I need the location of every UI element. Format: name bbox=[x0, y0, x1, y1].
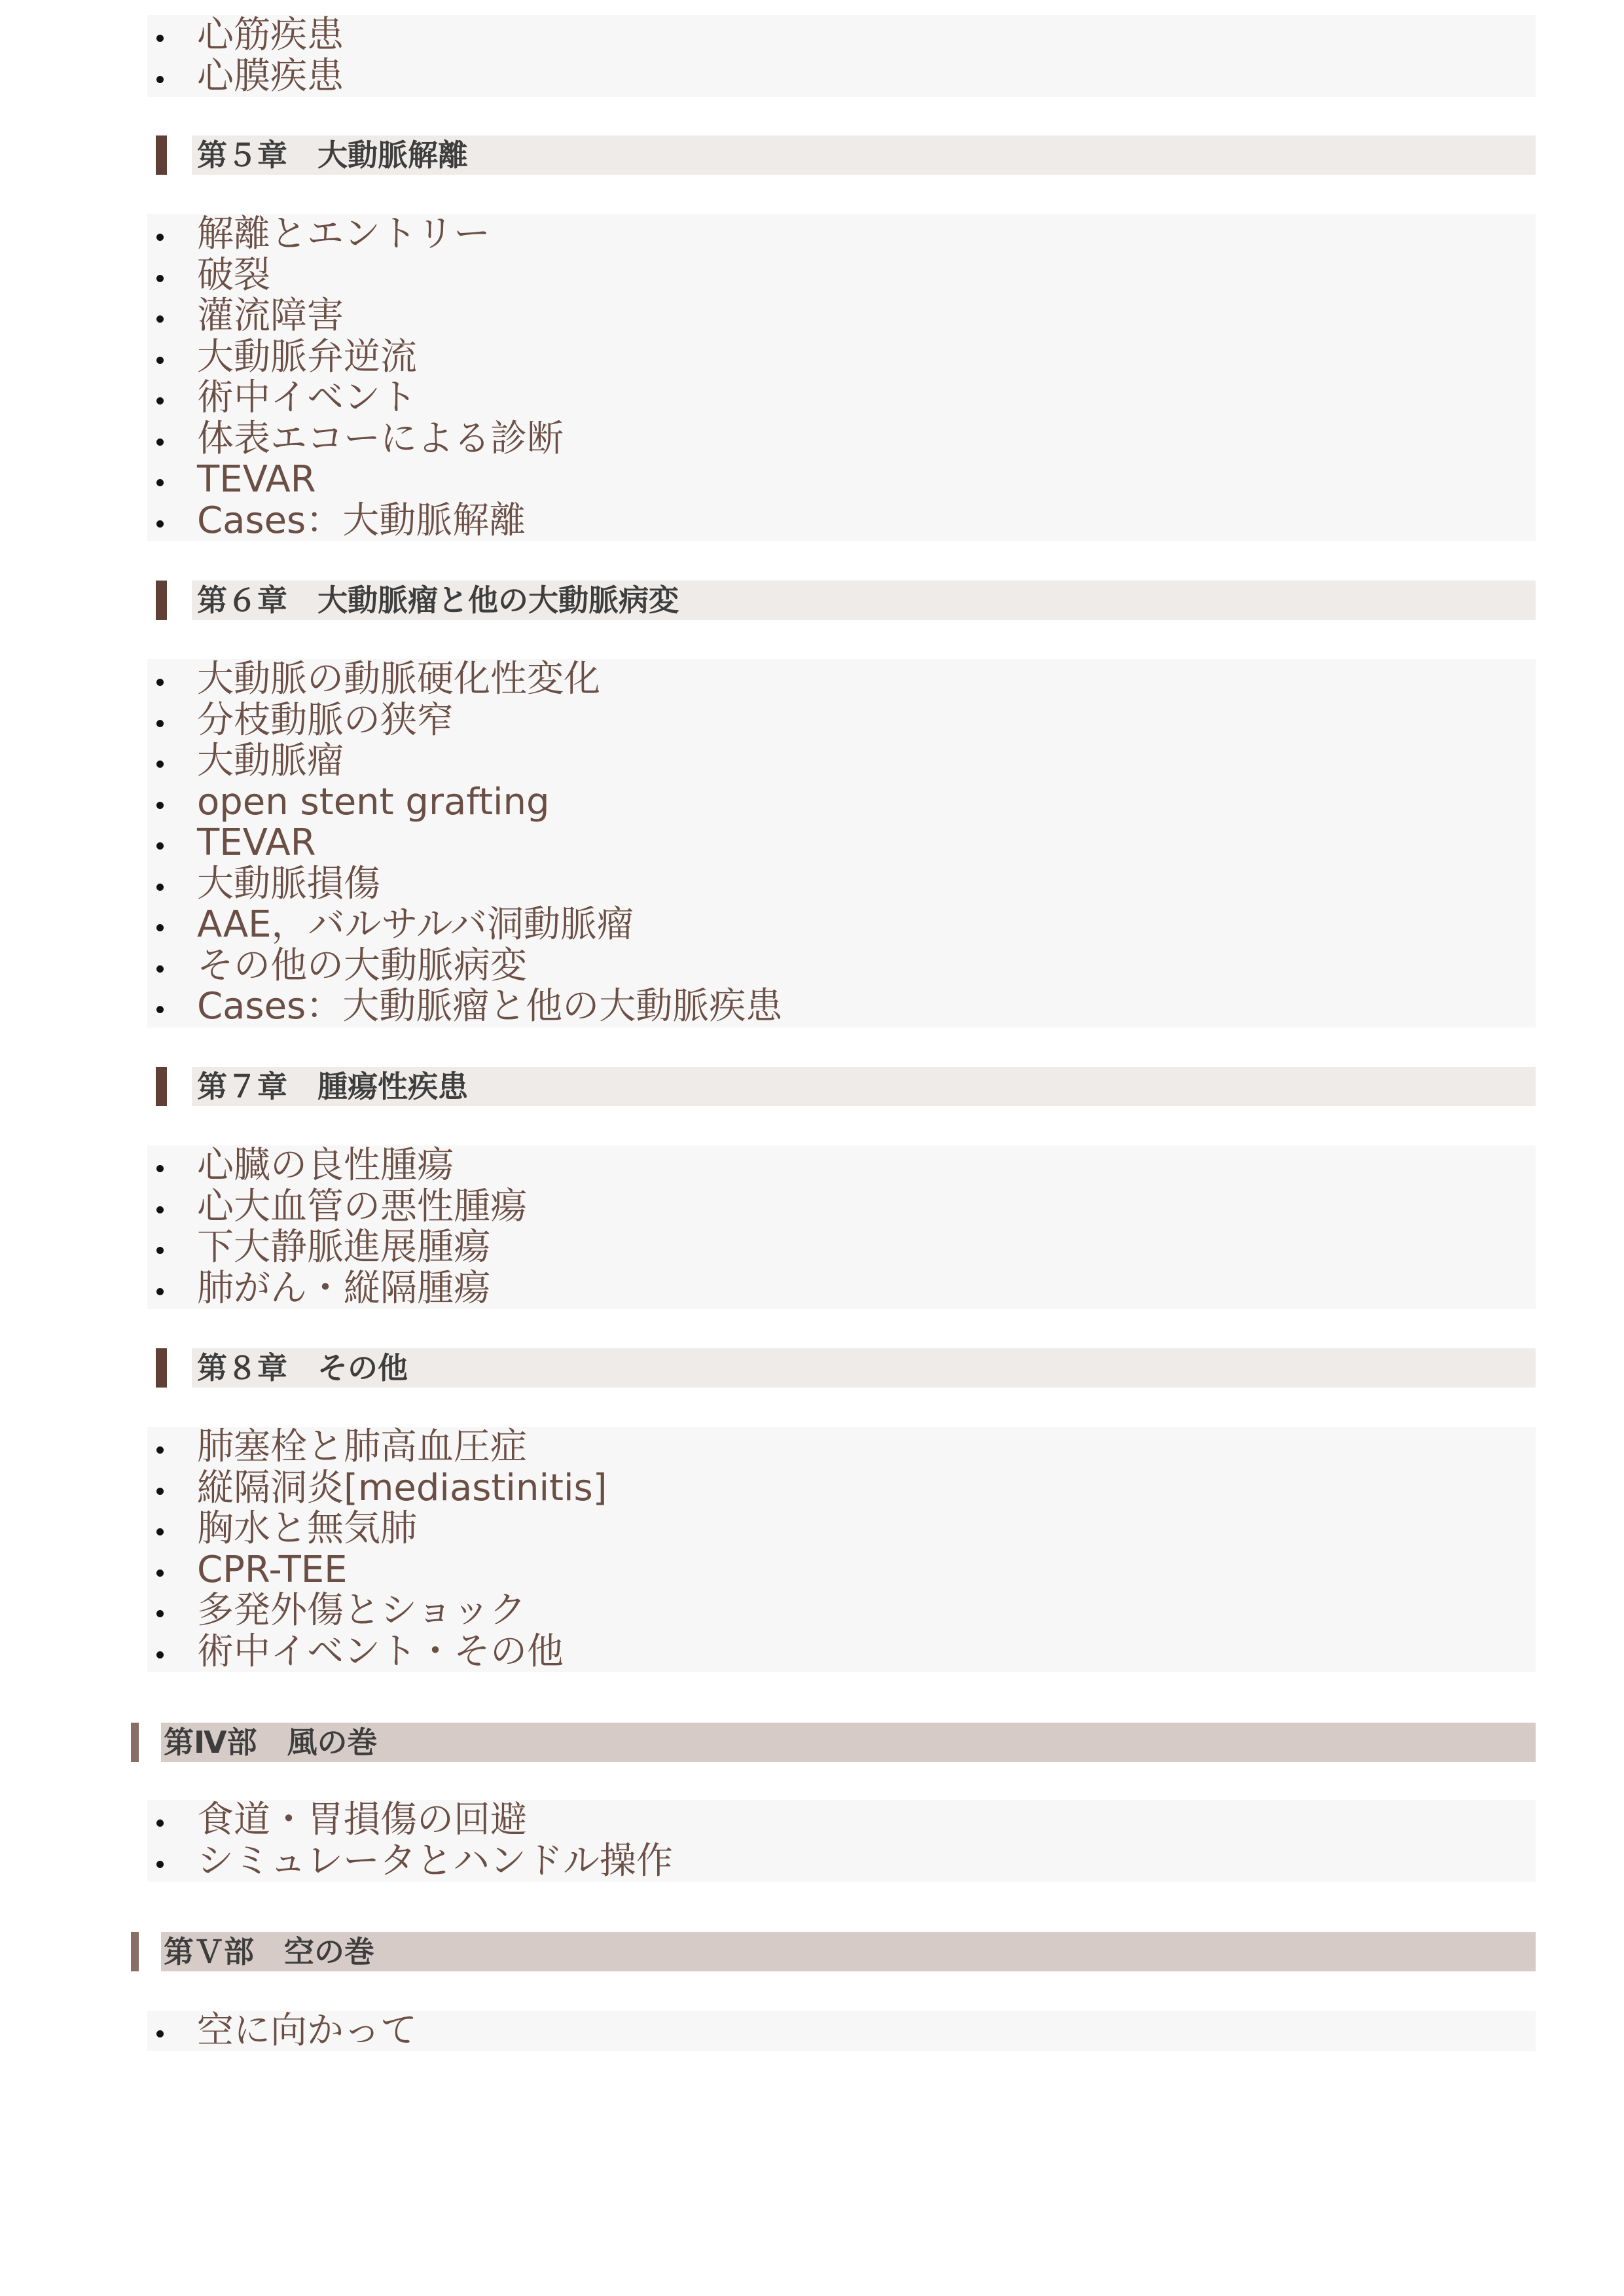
list-item: 肺がん・縦隔腫瘍 bbox=[147, 1268, 1536, 1310]
list-item: 体表エコーによる診断 bbox=[147, 419, 1536, 460]
heading-box bbox=[161, 1932, 1536, 1971]
list-item: 分枝動脈の狭窄 bbox=[147, 700, 1536, 742]
list-item: 術中イベント bbox=[147, 378, 1536, 419]
list-item: TEVAR bbox=[147, 459, 1536, 501]
chapter-5-list bbox=[147, 214, 1536, 541]
bullet-list bbox=[147, 659, 1536, 1028]
bullet-list bbox=[147, 2011, 1536, 2052]
chapter-7-list bbox=[147, 1145, 1536, 1309]
chapter-6-list bbox=[147, 659, 1536, 1028]
heading-box bbox=[192, 1348, 1536, 1388]
list-item: AAE，バルサルバ洞動脈瘤 bbox=[147, 905, 1536, 946]
list-item: 灌流障害 bbox=[147, 296, 1536, 337]
bullet-list bbox=[147, 15, 1536, 97]
part-5-list bbox=[147, 2011, 1536, 2051]
list-item: その他の大動脈病変 bbox=[147, 946, 1536, 987]
heading-box bbox=[192, 581, 1536, 620]
list-item: 多発外傷とショック bbox=[147, 1590, 1536, 1632]
heading-box bbox=[192, 1067, 1536, 1106]
list-item: CPR-TEE bbox=[147, 1550, 1536, 1591]
list-item: 下大静脈進展腫瘍 bbox=[147, 1227, 1536, 1268]
bullet-list bbox=[147, 214, 1536, 541]
list-item: 大動脈損傷 bbox=[147, 864, 1536, 905]
list-item: 大動脈瘤 bbox=[147, 741, 1536, 782]
heading-bar bbox=[156, 581, 167, 620]
bullet-list bbox=[147, 1427, 1536, 1672]
list-item: 心筋疾患 bbox=[147, 15, 1536, 56]
heading-bar bbox=[131, 1932, 139, 1971]
heading-box bbox=[192, 135, 1536, 175]
list-item: 縦隔洞炎[mediastinitis] bbox=[147, 1468, 1536, 1509]
list-item: 術中イベント・その他 bbox=[147, 1632, 1536, 1673]
chapter-6-heading bbox=[156, 581, 1536, 620]
chapter-8-heading bbox=[156, 1348, 1536, 1388]
part-title: 第Ⅳ部 風の巻 bbox=[164, 1725, 378, 1760]
list-item: open stent grafting bbox=[147, 782, 1536, 823]
list-item: 大動脈弁逆流 bbox=[147, 337, 1536, 378]
chapter-title: 第５章 大動脈解離 bbox=[197, 137, 468, 173]
list-item: 解離とエントリー bbox=[147, 214, 1536, 255]
part-5-heading bbox=[131, 1932, 1536, 1971]
chapter-title: 第８章 その他 bbox=[197, 1350, 408, 1386]
list-item: 破裂 bbox=[147, 255, 1536, 296]
bullet-list bbox=[147, 1145, 1536, 1309]
list-item: 肺塞栓と肺高血圧症 bbox=[147, 1427, 1536, 1468]
list-item: 心大血管の悪性腫瘍 bbox=[147, 1187, 1536, 1228]
list-item: 食道・胃損傷の回避 bbox=[147, 1800, 1536, 1841]
list-item: シミュレータとハンドル操作 bbox=[147, 1841, 1536, 1882]
list-item: 胸水と無気肺 bbox=[147, 1509, 1536, 1550]
list-item: Cases：大動脈瘤と他の大動脈疾患 bbox=[147, 986, 1536, 1028]
part-4-heading bbox=[131, 1723, 1536, 1762]
list-item: 大動脈の動脈硬化性変化 bbox=[147, 659, 1536, 700]
top-list bbox=[147, 15, 1536, 97]
list-item: 空に向かって bbox=[147, 2011, 1536, 2052]
part-4-list bbox=[147, 1800, 1536, 1882]
heading-box bbox=[161, 1723, 1536, 1762]
list-item: TEVAR bbox=[147, 823, 1536, 864]
chapter-title: 第７章 腫瘍性疾患 bbox=[197, 1069, 468, 1104]
bullet-list bbox=[147, 1800, 1536, 1882]
heading-bar bbox=[131, 1723, 139, 1762]
list-item: 心膜疾患 bbox=[147, 56, 1536, 98]
list-item: Cases：大動脈解離 bbox=[147, 501, 1536, 542]
list-item: 心臓の良性腫瘍 bbox=[147, 1145, 1536, 1187]
chapter-8-list bbox=[147, 1427, 1536, 1672]
chapter-5-heading bbox=[156, 135, 1536, 175]
chapter-7-heading bbox=[156, 1067, 1536, 1106]
heading-bar bbox=[156, 135, 167, 175]
heading-bar bbox=[156, 1067, 167, 1106]
heading-bar bbox=[156, 1348, 167, 1388]
chapter-title: 第６章 大動脈瘤と他の大動脈病変 bbox=[197, 583, 679, 618]
part-title: 第Ｖ部 空の巻 bbox=[164, 1934, 374, 1969]
